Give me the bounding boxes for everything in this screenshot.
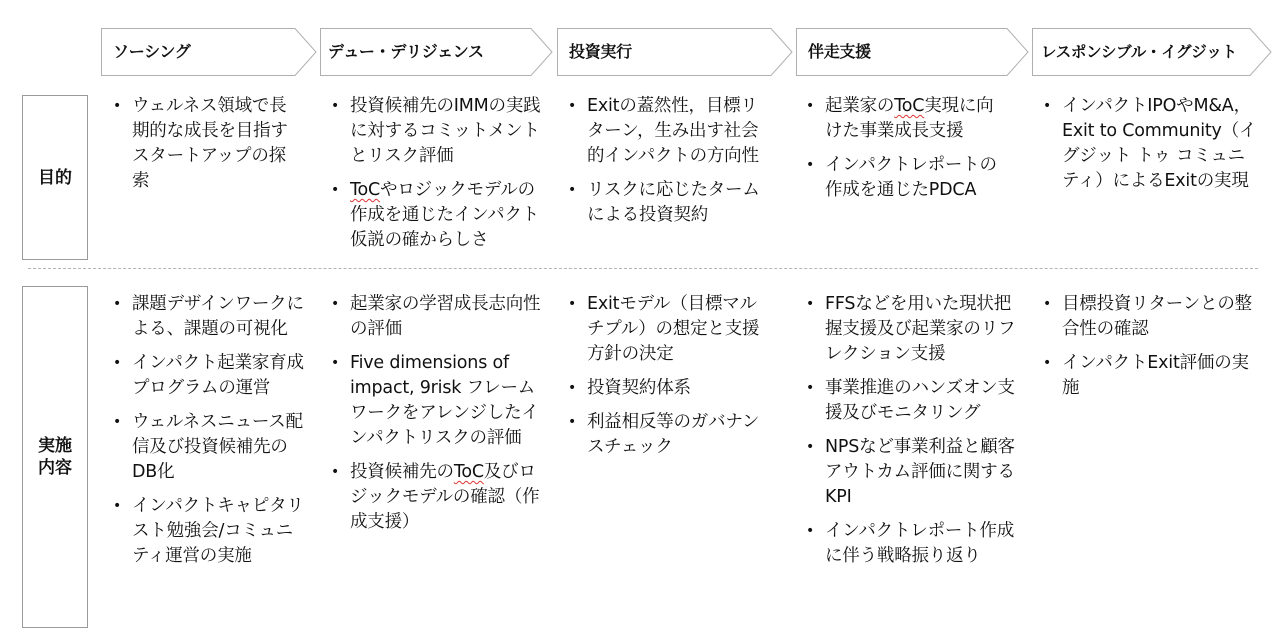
stage-label: 投資実行 (569, 42, 632, 61)
list-item: • ウェルネスニュース配信及び投資候補先のDB化 (110, 410, 310, 485)
stage-support (796, 28, 1029, 76)
row-label-content (22, 286, 88, 628)
content-responsible-exit (1040, 292, 1255, 410)
list-item: • 起業家の学習成長志向性の評価 (328, 292, 543, 342)
list-item: • 目標投資リターンとの整合性の確認 (1040, 292, 1255, 342)
content-support (803, 292, 1023, 578)
list-item: • NPSなど事業利益と顧客アウトカム評価に関するKPI (803, 435, 1023, 510)
list-item: • インパクトキャピタリスト勉強会/コミュニティ運営の実施 (110, 494, 310, 569)
list-item: • 事業推進のハンズオン支援及びモニタリング (803, 376, 1023, 426)
list-item: • Five dimensions of impact, 9risk フレームワークをアレンジしたインパクトリスクの評価 (328, 351, 543, 451)
row-label-purpose (22, 95, 88, 260)
list-item: • インパクトレポートの作成を通じたPDCA (803, 153, 1003, 203)
list-item: • Exitの蓋然性，目標リターン，生み出す社会的インパクトの方向性 (565, 94, 770, 169)
content-due-diligence (328, 292, 543, 544)
row-label-text: 目的 (38, 167, 72, 188)
list-item: • 起業家のToC実現に向けた事業成長支援 (803, 94, 1003, 144)
stage-due-diligence (320, 28, 553, 76)
list-item: • インパクトExit評価の実施 (1040, 351, 1255, 401)
list-item: • FFSなどを用いた現状把握支援及び起業家のリフレクション支援 (803, 292, 1023, 367)
stage-label: デュー・デリジェンス (328, 42, 484, 61)
row-label-text: 実施内容 (38, 436, 72, 478)
list-item: • 課題デザインワークによる、課題の可視化 (110, 292, 310, 342)
stage-responsible-exit (1032, 28, 1272, 76)
stage-label: 伴走支援 (808, 42, 871, 61)
purpose-sourcing (110, 94, 295, 203)
list-item: • リスクに応じたタームによる投資契約 (565, 178, 770, 228)
list-item: • インパクトIPOやM&A， Exit to Community（イグジット トゥ コミュニティ）によるExitの実現 (1040, 94, 1262, 194)
row-divider (28, 268, 1258, 269)
list-item: • 投資契約体系 (565, 376, 770, 401)
list-item: • ToCやロジックモデルの作成を通じたインパクト仮説の確からしさ (328, 178, 548, 253)
list-item: • インパクトレポート作成に伴う戦略振り返り (803, 519, 1023, 569)
list-item: • 利益相反等のガバナンスチェック (565, 410, 770, 460)
purpose-support (803, 94, 1003, 212)
purpose-due-diligence (328, 94, 548, 262)
content-sourcing (110, 292, 310, 578)
list-item: • ウェルネス領域で長期的な成長を目指すスタートアップの探索 (110, 94, 295, 194)
list-item: • Exitモデル（目標マルチプル）の想定と支援方針の決定 (565, 292, 770, 367)
purpose-investment (565, 94, 770, 237)
stage-label: レスポンシブル・イグジット (1041, 43, 1237, 61)
list-item: • 投資候補先のIMMの実践に対するコミットメントとリスク評価 (328, 94, 548, 169)
content-investment (565, 292, 770, 469)
list-item: • インパクト起業家育成プログラムの運営 (110, 351, 310, 401)
stage-label: ソーシング (113, 42, 191, 61)
stage-investment (557, 28, 793, 76)
list-item: • 投資候補先のToC及びロジックモデルの確認（作成支援） (328, 460, 543, 535)
stage-sourcing (101, 28, 317, 76)
purpose-responsible-exit (1040, 94, 1262, 203)
